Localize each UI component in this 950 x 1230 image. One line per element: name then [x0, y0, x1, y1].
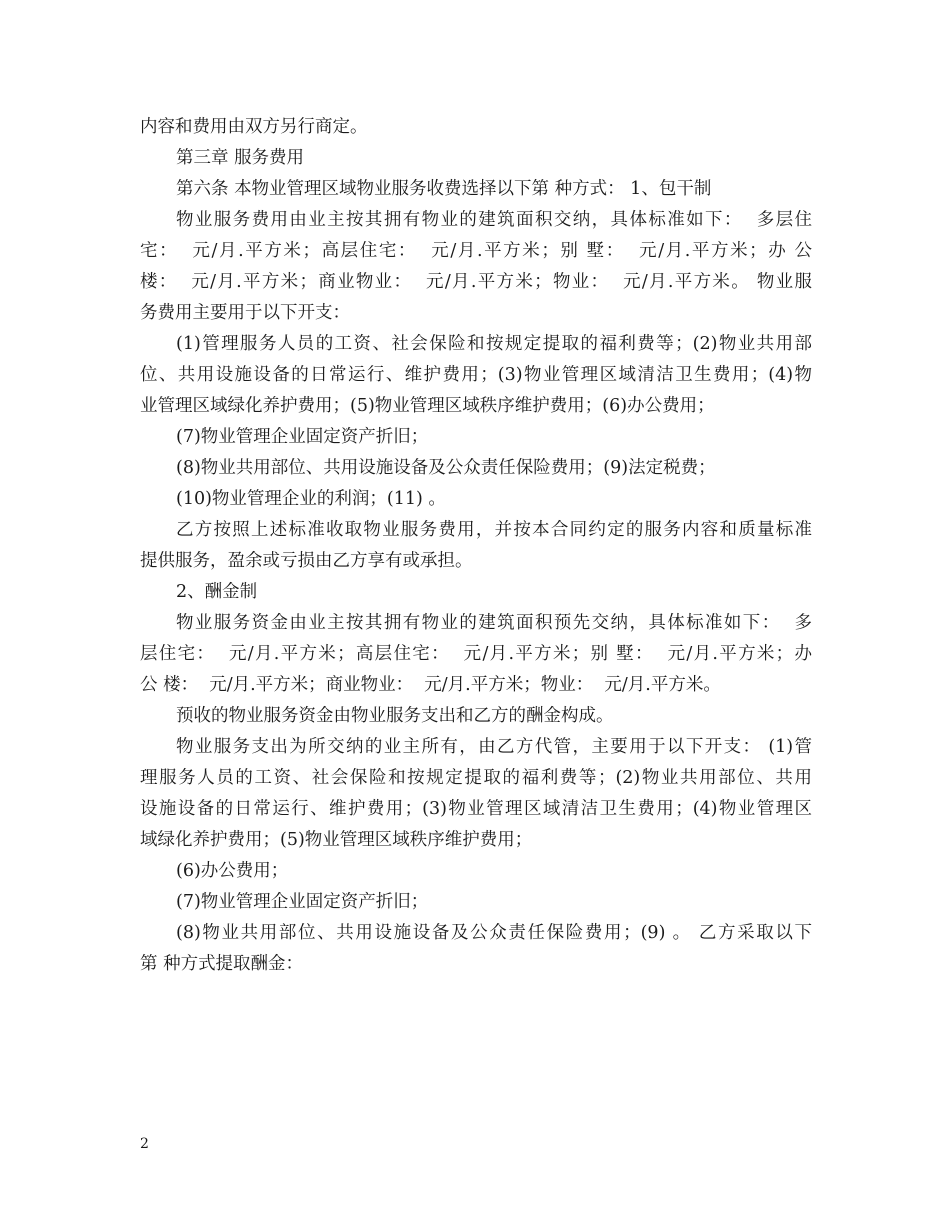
text-line: 物业服务支出为所交纳的业主所有，由乙方代管，主要用于以下开支： (1)管: [176, 737, 812, 757]
text-line: 2、酬金制: [176, 582, 258, 602]
text-line: (10)物业管理企业的利润；(11) 。: [176, 489, 446, 509]
text-line: 楼： 元/月.平方米；商业物业： 元/月.平方米；物业： 元/月.平方米。 物业服: [140, 272, 812, 292]
text-line: 域绿化养护费用；(5)物业管理区域秩序维护费用；: [140, 830, 533, 850]
text-line: 第 种方式提取酬金：: [140, 954, 304, 974]
document-body: [140, 112, 812, 980]
text-line: (6)办公费用；: [176, 861, 289, 881]
text-line: 物业服务费用由业主按其拥有物业的建筑面积交纳，具体标准如下： 多层住: [176, 210, 812, 230]
text-line: 提供服务，盈余或亏损由乙方享有或承担。: [140, 551, 473, 571]
text-line: 第六条 本物业管理区域物业服务收费选择以下第 种方式： 1、包干制: [176, 179, 712, 199]
text-line: 理服务人员的工资、社会保险和按规定提取的福利费等；(2)物业共用部位、共用: [140, 768, 812, 788]
text-line: 设施设备的日常运行、维护费用；(3)物业管理区域清洁卫生费用；(4)物业管理区: [140, 799, 812, 819]
text-line: 预收的物业服务资金由物业服务支出和乙方的酬金构成。: [176, 706, 614, 726]
text-line: 公 楼： 元/月.平方米；商业物业： 元/月.平方米；物业： 元/月.平方米。: [140, 675, 721, 695]
text-line: (7)物业管理企业固定资产折旧；: [176, 427, 429, 447]
text-line: 乙方按照上述标准收取物业服务费用，并按本合同约定的服务内容和质量标准: [176, 520, 812, 540]
text-line: 位、共用设施设备的日常运行、维护费用；(3)物业管理区域清洁卫生费用；(4)物: [140, 365, 812, 385]
text-line: 层住宅： 元/月.平方米；高层住宅： 元/月.平方米；别 墅： 元/月.平方米；办: [140, 644, 812, 664]
text-line: 宅： 元/月.平方米；高层住宅： 元/月.平方米；别 墅： 元/月.平方米；办 公: [140, 241, 812, 261]
text-line: 物业服务资金由业主按其拥有物业的建筑面积预先交纳，具体标准如下： 多: [176, 613, 812, 633]
text-line: 业管理区域绿化养护费用；(5)物业管理区域秩序维护费用；(6)办公费用；: [140, 396, 715, 416]
text-line: 内容和费用由双方另行商定。: [140, 117, 368, 137]
text-line: (1)管理服务人员的工资、社会保险和按规定提取的福利费等；(2)物业共用部: [176, 334, 812, 354]
text-line: (8)物业共用部位、共用设施设备及公众责任保险费用；(9) 。 乙方采取以下: [176, 923, 812, 943]
text-line: (8)物业共用部位、共用设施设备及公众责任保险费用；(9)法定税费；: [176, 458, 716, 478]
text-line: 务费用主要用于以下开支：: [140, 303, 350, 323]
text-line: (7)物业管理企业固定资产折旧；: [176, 892, 429, 912]
text-line: 第三章 服务费用: [176, 148, 305, 168]
page-number: 2: [140, 1136, 149, 1152]
